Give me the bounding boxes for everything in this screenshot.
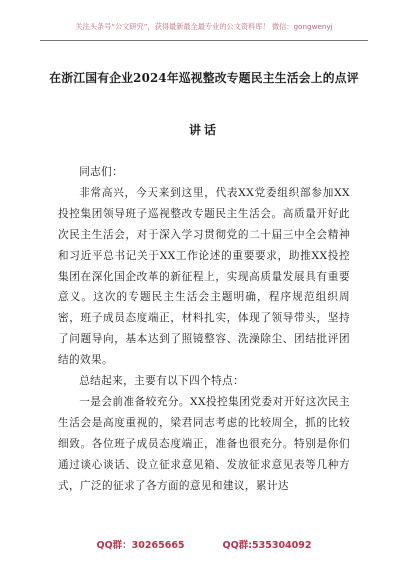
footer-qq-group-1: QQ群：30265665 <box>96 540 185 551</box>
document-subtitle: 讲话 <box>188 123 219 137</box>
document-body <box>58 162 350 497</box>
paragraph-2: 总结起来，主要有以下四个特点： <box>79 375 245 388</box>
header-divider <box>40 40 368 41</box>
paragraph-1: 非常高兴，今天来到这里，代表XX党委组织部参加XX投控集团领导班子巡视整改专题民主生活会。高质量开好此次民主生活会，对于深入学习贯彻党的二十届三中全会精神和习近平总书记关于XX工作论述的重要要求，助推XX投控集团在深化国企改革的新征程上，实现高质量发展具有重要意义。这次的专题民主生活会主题明确，程序规范组织周密，班子成员态度端正，材料扎实，体现了领导带头，坚持了问题导向，基本达到了照镜整容、洗澡除尘、团结批评团结的效果。 <box>58 186 350 367</box>
paragraph-3: 一是会前准备较充分。XX投控集团党委对开好这次民主生活会是高度重视的，梁君同志考虑的比较周全，抓的比较细致。各位班子成员态度端正，准备也很充分。特别是你们通过谈心谈话、设立征求意见箱、发放征求意见表等几种方式，广泛的征求了各方面的意见和建议，累计达 <box>58 395 350 492</box>
footer-qq-group-2: QQ群:535304092 <box>222 540 312 551</box>
header-banner: 关注头条号“公文研究”，获得最新最全最专业的公文资料库！ 微信：gongwenyj <box>75 22 333 31</box>
footer <box>0 537 408 551</box>
document-title: 在浙江国有企业2024年巡视整改专题民主生活会上的点评 <box>49 71 359 85</box>
greeting: 同志们： <box>79 166 124 178</box>
